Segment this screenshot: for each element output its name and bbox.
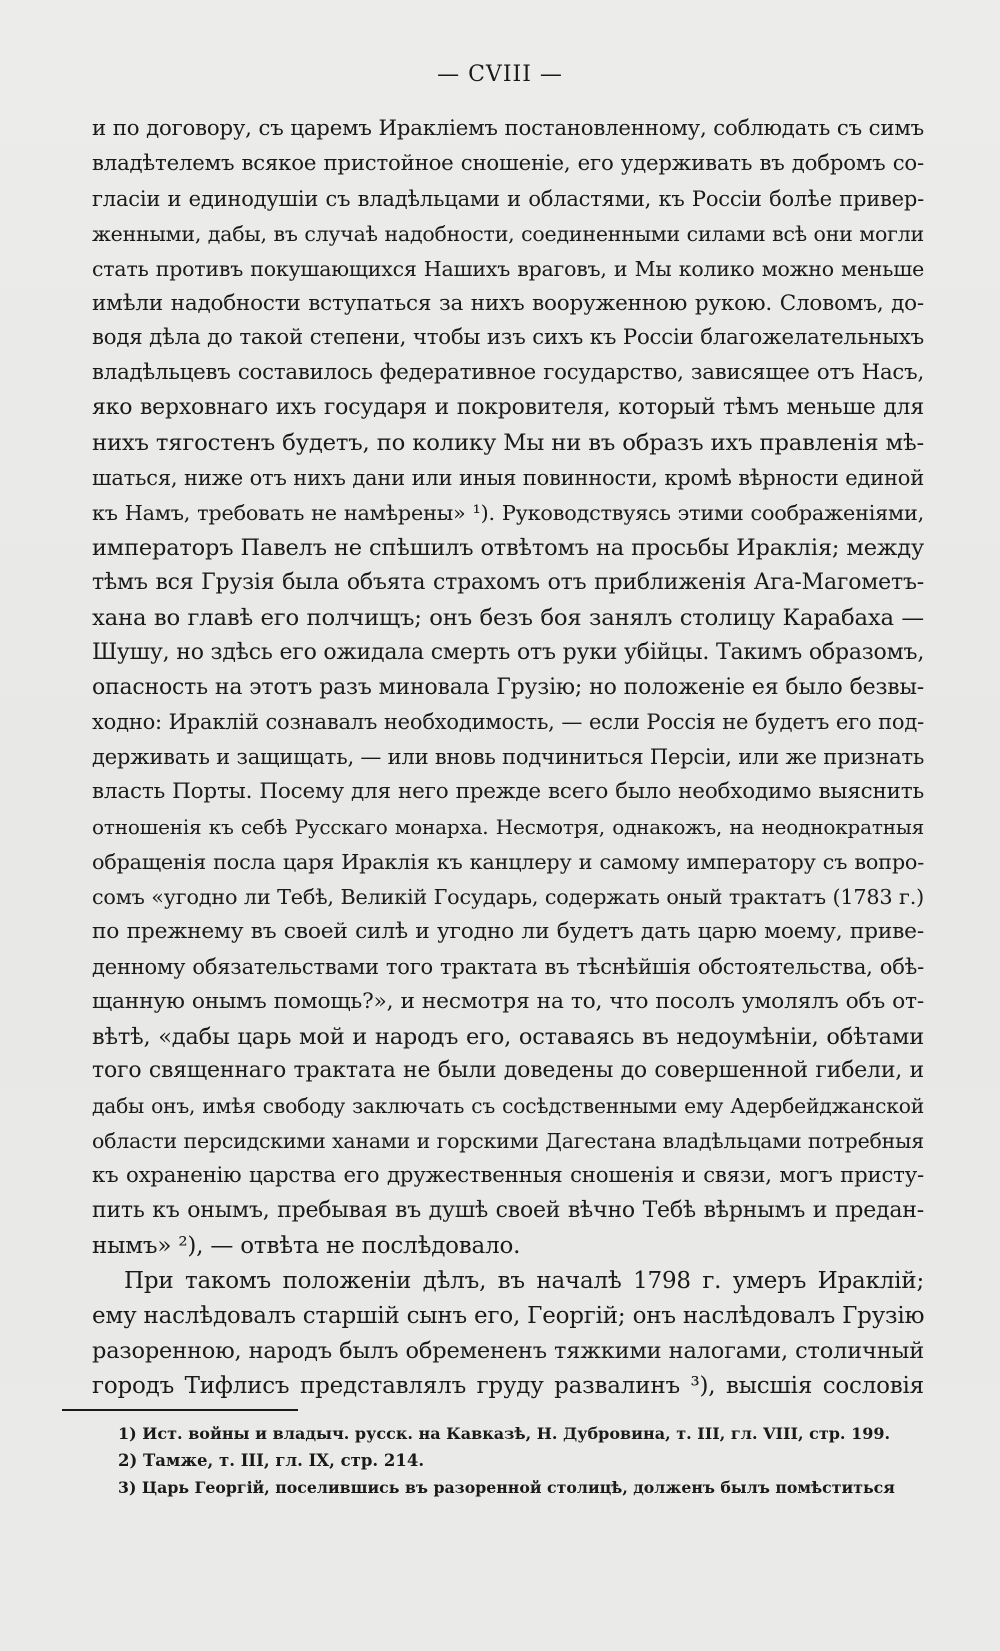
text-line: императоръ Павелъ не спѣшилъ отвѣтомъ на просьбы Ираклія; между bbox=[92, 534, 924, 561]
page-number: — CVIII — bbox=[437, 62, 563, 87]
text-line: нихъ тягостенъ будетъ, по колику Мы ни въ образъ ихъ правленія мѣ- bbox=[92, 430, 924, 457]
text-line: отношенія къ себѣ Русскаго монарха. Несмотря, однакожъ, на неоднократныя bbox=[92, 815, 924, 840]
main-text bbox=[92, 112, 924, 1404]
text-line: владѣльцевъ составилось федеративное государство, зависящее отъ Насъ, bbox=[92, 360, 924, 386]
text-line: къ Намъ, требовать не намѣрены» ¹). Руководствуясь этими соображеніями, bbox=[92, 500, 924, 525]
text-line: пить къ онымъ, пребывая въ душѣ своей вѣчно Тебѣ вѣрнымъ и предан- bbox=[92, 1198, 924, 1224]
text-line: разоренною, народъ былъ обремененъ тяжкими налогами, столичный bbox=[92, 1337, 924, 1364]
text-line: дабы онъ, имѣя свободу заключать съ сосѣдственными ему Адербейджанской bbox=[92, 1094, 924, 1119]
text-line: держивать и защищать, — или вновь подчиниться Персіи, или же признать bbox=[92, 745, 925, 770]
text-line: владѣтелемъ всякое пристойное сношеніе, его удерживать въ добромъ со- bbox=[92, 150, 924, 176]
footnote: 3) Царь Георгій, поселившись въ разоренной столицѣ, долженъ былъ помѣститься bbox=[118, 1478, 895, 1497]
footnote-divider bbox=[62, 1409, 298, 1411]
text-line: и по договору, съ царемъ Иракліемъ постановленному, соблюдать съ симъ bbox=[92, 116, 924, 141]
text-line: вѣтѣ, «дабы царь мой и народъ его, оставаясь въ недоумѣніи, обѣтами bbox=[92, 1023, 924, 1050]
text-line: щанную онымъ помощь?», и несмотря на то, что посолъ умолялъ объ от- bbox=[92, 988, 924, 1014]
text-line: водя дѣла до такой степени, чтобы изъ сихъ къ Россіи благожелательныхъ bbox=[92, 325, 924, 351]
text-line: тѣмъ вся Грузія была объята страхомъ отъ приближенія Ага-Магометъ- bbox=[92, 569, 924, 595]
text-line: хана во главѣ его полчищъ; онъ безъ боя занялъ столицу Карабаха — bbox=[92, 604, 924, 631]
text-line: сомъ «угодно ли Тебѣ, Великій Государь, содержать оный трактатъ (1783 г.) bbox=[92, 884, 924, 909]
text-line: городъ Тифлисъ представлялъ груду развалинъ ³), высшія сословія bbox=[92, 1372, 924, 1399]
text-line: ему наслѣдовалъ старшій сынъ его, Георгій; онъ наслѣдовалъ Грузію bbox=[92, 1302, 925, 1329]
text-line: по прежнему въ своей силѣ и угодно ли будетъ дать царю моему, приве- bbox=[92, 918, 924, 944]
text-line: гласіи и единодушіи съ владѣльцами и областями, къ Россіи болѣе привер- bbox=[92, 186, 924, 211]
text-line: денному обязательствами того трактата въ тѣснѣйшія обстоятельства, обѣ- bbox=[92, 954, 924, 979]
text-line: опасность на этотъ разъ миновала Грузію; но положеніе ея было безвы- bbox=[92, 674, 924, 700]
text-line: ходно: Ираклій сознавалъ необходимость, — если Россія не будетъ его под- bbox=[92, 710, 924, 735]
text-line: того священнаго трактата не были доведены до совершенной гибели, и bbox=[92, 1058, 924, 1084]
paragraph-end-line: нымъ» ²), — отвѣта не послѣдовало. bbox=[92, 1233, 521, 1259]
footnote: 1) Ист. войны и владыч. русск. на Кавказѣ, Н. Дубровина, т. III, гл. VIII, стр. 199. bbox=[118, 1424, 891, 1443]
text-line: женными, дабы, въ случаѣ надобности, соединенными силами всѣ они могли bbox=[92, 221, 924, 246]
text-line: имѣли надобности вступаться за нихъ вооруженною рукою. Словомъ, до- bbox=[92, 290, 924, 316]
text-line: шаться, ниже отъ нихъ дани или иныя повинности, кромѣ вѣрности единой bbox=[92, 466, 924, 491]
text-line: обращенія посла царя Ираклія къ канцлеру и самому императору съ вопро- bbox=[92, 850, 924, 875]
text-line: яко верховнаго ихъ государя и покровителя, который тѣмъ меньше для bbox=[92, 395, 924, 421]
text-line: области персидскими ханами и горскими Дагестана владѣльцами потребныя bbox=[92, 1129, 924, 1154]
footnotes bbox=[118, 1420, 898, 1501]
paragraph-start-line: При такомъ положеніи дѣлъ, въ началѣ 1798 г. умеръ Ираклій; bbox=[124, 1267, 924, 1294]
text-line: Шушу, но здѣсь его ожидала смерть отъ руки убійцы. Такимъ образомъ, bbox=[92, 639, 925, 665]
text-line: къ охраненію царства его дружественныя сношенія и связи, могъ присту- bbox=[92, 1163, 924, 1189]
footnote: 2) Тамже, т. III, гл. IX, стр. 214. bbox=[118, 1451, 425, 1470]
text-line: власть Порты. Посему для него прежде всего было необходимо выяснить bbox=[92, 779, 924, 805]
text-line: стать противъ покушающихся Нашихъ враговъ, и Мы колико можно меньше bbox=[92, 256, 924, 281]
